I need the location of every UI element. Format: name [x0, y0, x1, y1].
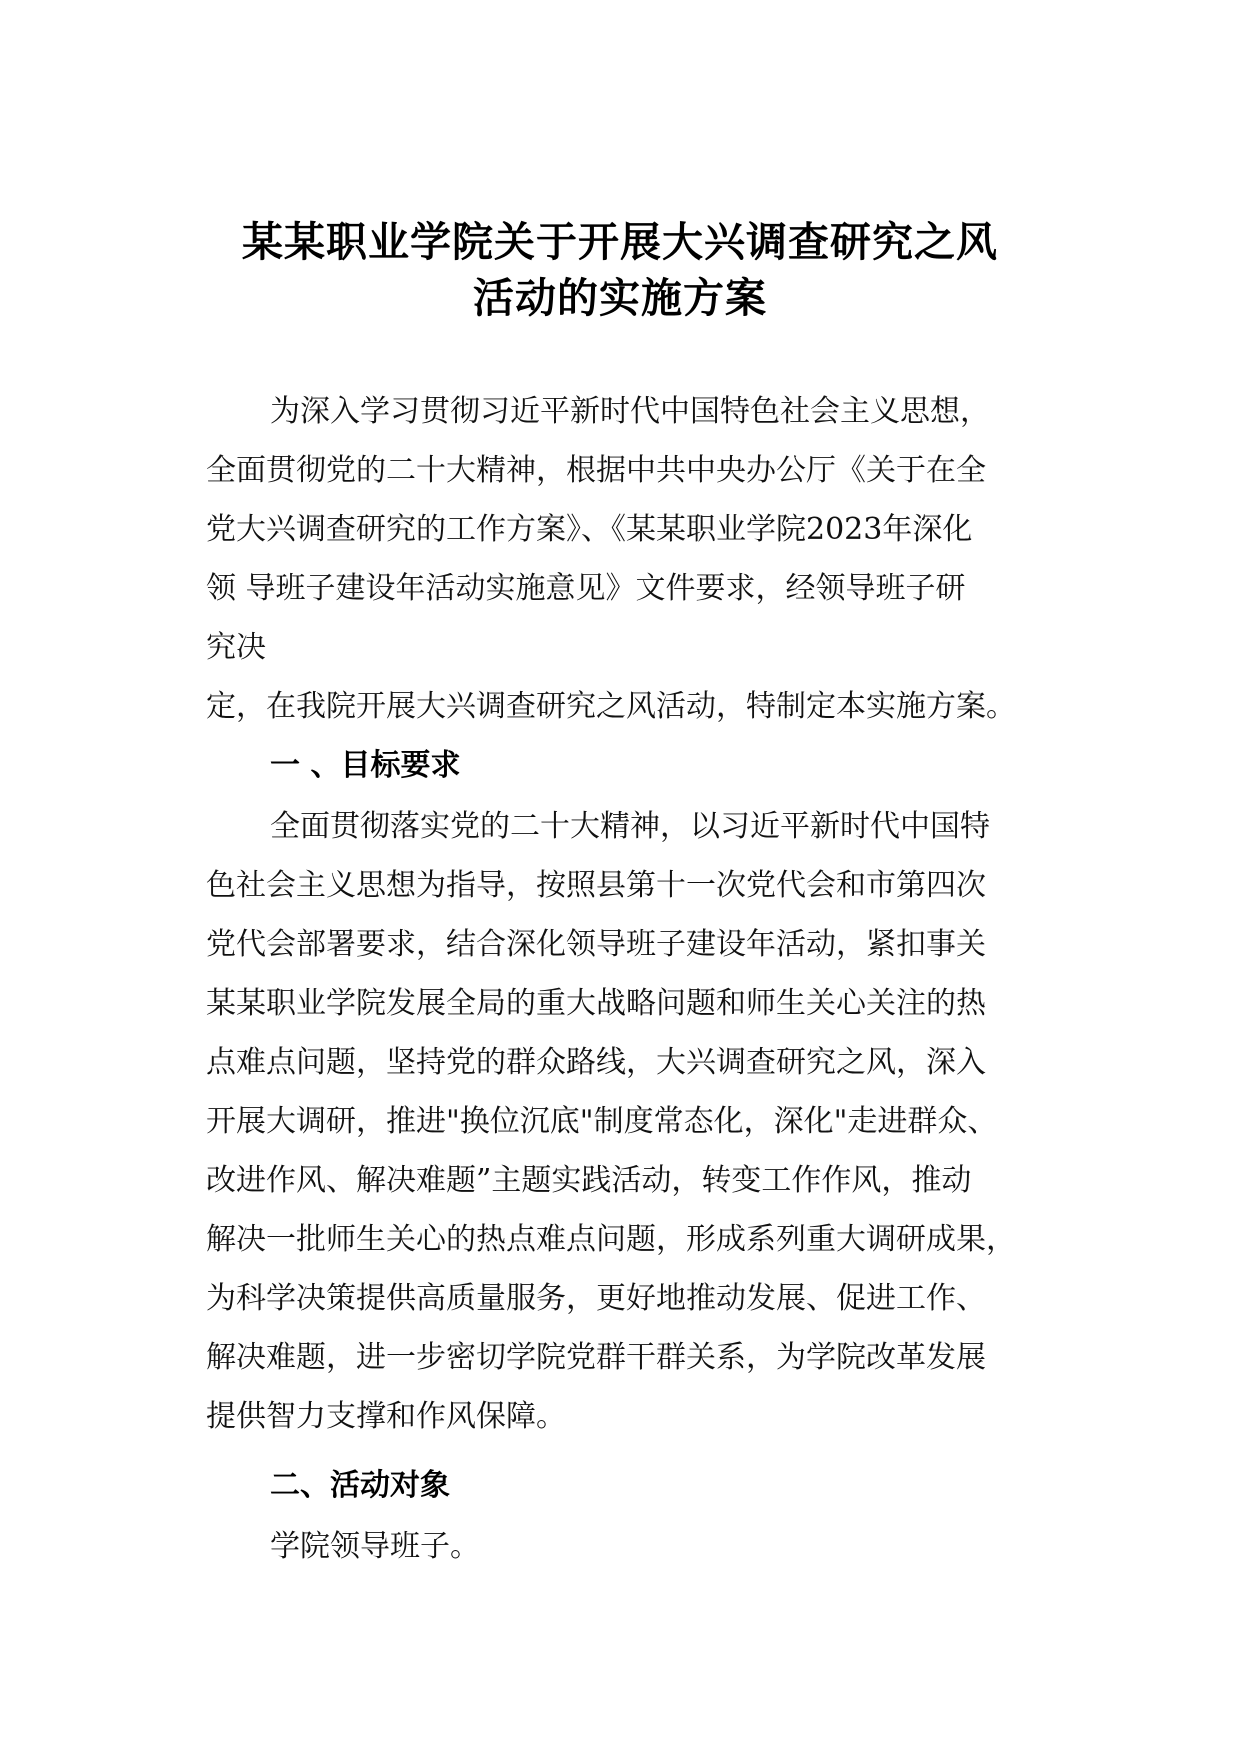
intro-line: 全面贯彻党的二十大精神，根据中共中央办公厅《关于在全 — [206, 453, 986, 488]
section-1-line: 开展大调研，推进"换位沉底"制度常态化，深化"走进群众、 — [206, 1104, 998, 1139]
document-title-line-2: 活动的实施方案 — [473, 274, 767, 322]
intro-line: 定，在我院开展大兴调查研究之风活动，特制定本实施方案。 — [206, 689, 1016, 724]
intro-line: 为深入学习贯彻习近平新时代中国特色社会主义思想， — [270, 394, 990, 429]
document-title-line-1: 某某职业学院关于开展大兴调查研究之风 — [242, 218, 998, 266]
section-1-line: 某某职业学院发展全局的重大战略问题和师生关心关注的热 — [206, 986, 986, 1021]
intro-line: 领 导班子建设年活动实施意见》文件要求，经领导班子研 — [206, 571, 966, 606]
section-1-line: 点难点问题，坚持党的群众路线，大兴调查研究之风，深入 — [206, 1045, 986, 1080]
section-1-line: 党代会部署要求，结合深化领导班子建设年活动，紧扣事关 — [206, 927, 986, 962]
intro-line: 究决 — [206, 630, 266, 665]
section-1-line: 提供智力支撑和作风保障。 — [206, 1399, 566, 1434]
intro-line: 党大兴调查研究的工作方案》、《某某职业学院2023年深化 — [206, 512, 973, 547]
section-1-line: 为科学决策提供高质量服务，更好地推动发展、促进工作、 — [206, 1281, 986, 1316]
section-1-line: 解决一批师生关心的热点难点问题，形成系列重大调研成果， — [206, 1222, 1016, 1257]
section-heading-target: 二、活动对象 — [270, 1468, 450, 1503]
section-2-line: 学院领导班子。 — [270, 1529, 480, 1564]
section-1-line: 改进作风、解决难题”主题实践活动，转变工作作风，推动 — [206, 1163, 972, 1198]
section-1-line: 解决难题，进一步密切学院党群干群关系，为学院改革发展 — [206, 1340, 986, 1375]
section-1-line: 全面贯彻落实党的二十大精神，以习近平新时代中国特 — [270, 809, 990, 844]
section-1-line: 色社会主义思想为指导，按照县第十一次党代会和市第四次 — [206, 868, 986, 903]
section-heading-goals: 一 、目标要求 — [270, 748, 461, 783]
